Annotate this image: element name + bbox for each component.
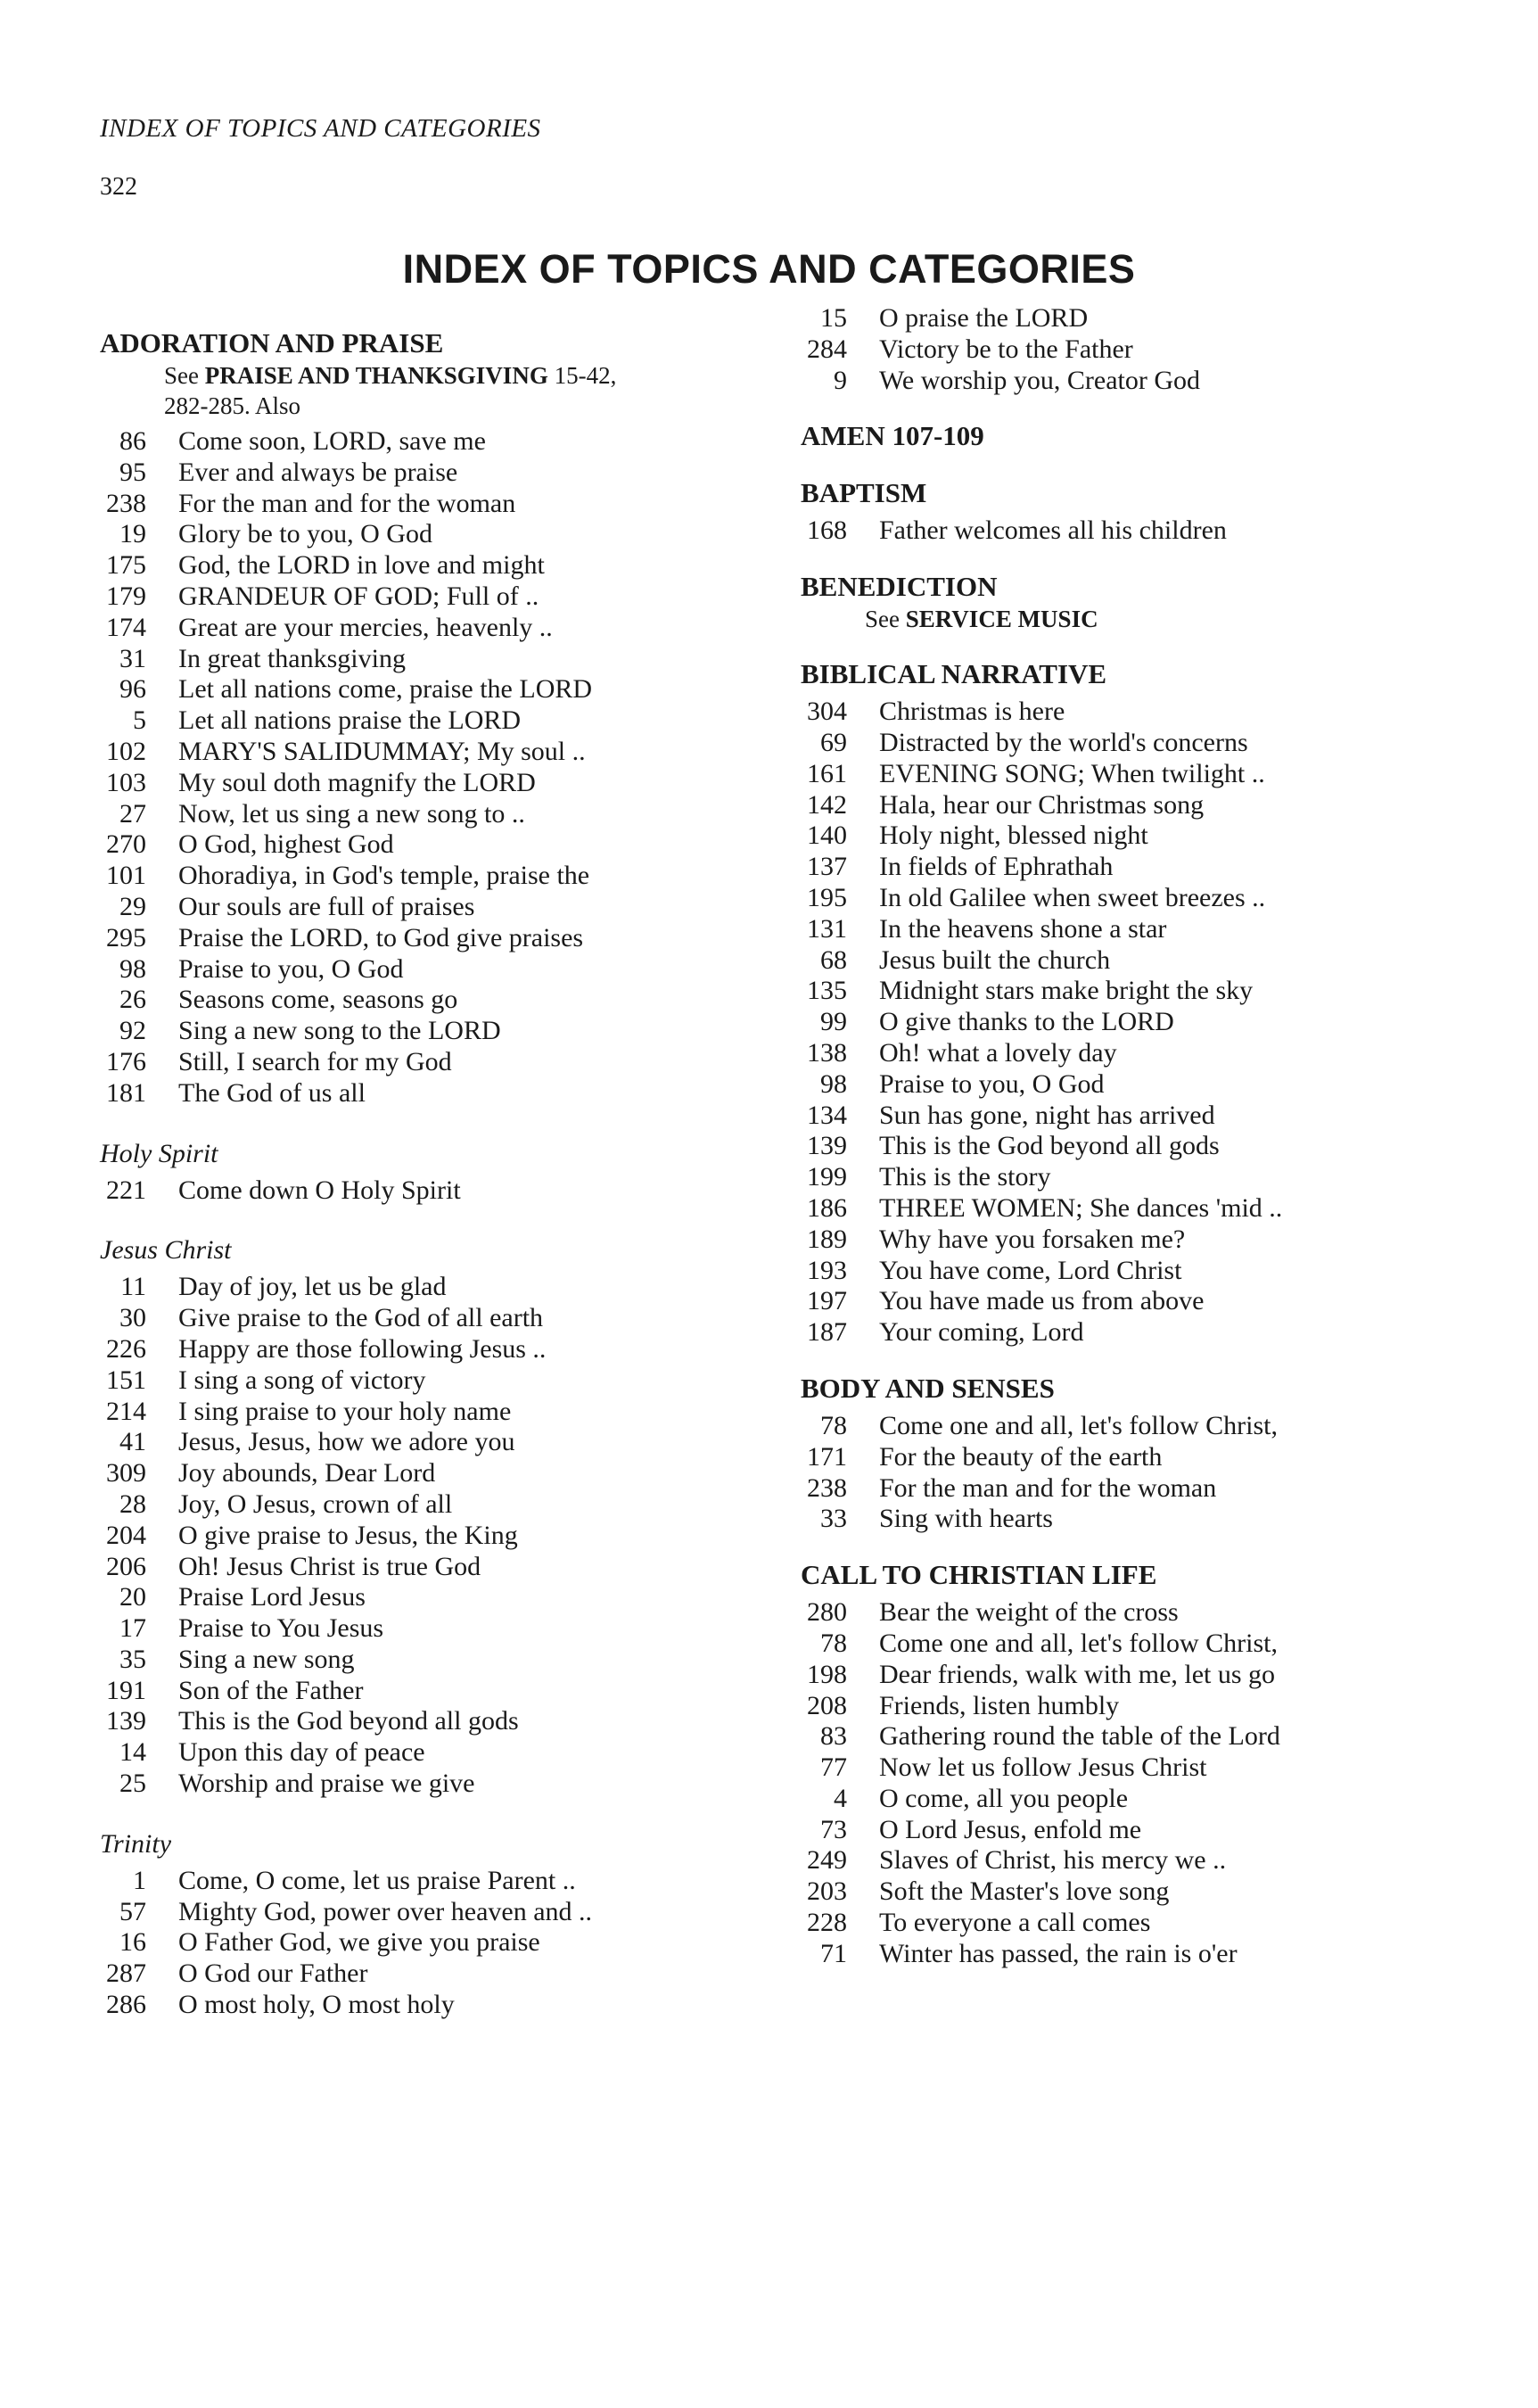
- see-also-note-cont: 282-285. Also: [164, 392, 301, 419]
- hymn-number: 11: [120, 1272, 146, 1302]
- entry-list-continued: [801, 303, 1460, 396]
- index-entry: [100, 1175, 760, 1207]
- index-entry: [801, 1411, 1460, 1442]
- hymn-title: I sing praise to your holy name: [178, 1396, 512, 1426]
- hymn-number: 197: [807, 1286, 847, 1316]
- hymn-number: 28: [119, 1489, 146, 1519]
- hymn-title: This is the story: [879, 1162, 1051, 1192]
- hymn-number: 78: [820, 1410, 847, 1440]
- hymn-title: O come, all you people: [879, 1783, 1129, 1813]
- hymn-number: 27: [119, 798, 146, 829]
- hymn-number: 98: [119, 953, 146, 984]
- hymn-number: 171: [807, 1441, 847, 1472]
- index-entry: [100, 799, 760, 830]
- index-entry: [100, 1737, 760, 1769]
- hymn-number: 83: [820, 1721, 847, 1752]
- hymn-number: 68: [820, 944, 847, 975]
- hymn-title: Hala, hear our Christmas song: [879, 789, 1205, 820]
- hymn-title: O praise the LORD: [879, 303, 1089, 333]
- hymn-title: Jesus built the church: [879, 944, 1111, 975]
- hymn-number: 99: [820, 1007, 847, 1037]
- subheading-trinity: Trinity: [100, 1828, 172, 1859]
- index-entry: [100, 705, 760, 737]
- index-entry: [100, 923, 760, 954]
- hymn-number: 174: [106, 612, 146, 642]
- index-entry: [100, 1613, 760, 1645]
- index-entry: [801, 1815, 1460, 1846]
- hymn-number: 20: [119, 1582, 146, 1612]
- hymn-number: 57: [119, 1896, 146, 1926]
- hymn-number: 1: [133, 1865, 146, 1895]
- index-entry: [100, 861, 760, 892]
- hymn-number: 19: [119, 519, 146, 549]
- hymn-title: Sing a new song to the LORD: [178, 1016, 501, 1046]
- hymn-title: Let all nations come, praise the LORD: [178, 674, 593, 705]
- index-entry: [801, 1845, 1460, 1876]
- index-entry: [100, 644, 760, 675]
- index-entry: [801, 945, 1460, 977]
- index-entry: [100, 489, 760, 520]
- hymn-number: 16: [119, 1927, 146, 1958]
- section-heading-amen: AMEN 107-109: [801, 420, 984, 452]
- hymn-title: God, the LORD in love and might: [178, 550, 545, 581]
- hymn-title: O give thanks to the LORD: [879, 1007, 1174, 1037]
- index-entry: [100, 954, 760, 985]
- hymn-number: 86: [119, 426, 146, 456]
- index-entry: [100, 1427, 760, 1458]
- hymn-title: Praise to You Jesus: [178, 1613, 384, 1644]
- index-entry: [801, 1131, 1460, 1162]
- index-entry: [100, 550, 760, 581]
- hymn-title: O God, highest God: [178, 829, 394, 860]
- hymn-number: 168: [807, 515, 847, 546]
- hymn-number: 101: [106, 861, 146, 891]
- hymn-number: 5: [133, 705, 146, 736]
- hymn-number: 9: [834, 365, 847, 395]
- hymn-title: Oh! Jesus Christ is true God: [178, 1551, 481, 1581]
- entry-list-trinity: [100, 1866, 760, 2021]
- hymn-number: 17: [119, 1613, 146, 1644]
- hymn-number: 137: [807, 852, 847, 882]
- hymn-title: Son of the Father: [178, 1675, 364, 1705]
- hymn-title: Bear the weight of the cross: [879, 1597, 1179, 1628]
- hymn-number: 29: [119, 891, 146, 921]
- index-entry: [100, 1676, 760, 1707]
- hymn-number: 309: [106, 1458, 146, 1489]
- index-entry: [100, 768, 760, 799]
- entry-list-biblical-narrative: [801, 697, 1460, 1348]
- see-label: See: [865, 606, 900, 633]
- index-entry: [100, 1078, 760, 1109]
- index-entry: [100, 1990, 760, 2021]
- see-reference: PRAISE AND THANKSGIVING: [204, 362, 548, 389]
- hymn-title: Praise Lord Jesus: [178, 1582, 366, 1612]
- hymn-number: 189: [807, 1224, 847, 1254]
- hymn-number: 195: [807, 882, 847, 912]
- hymn-title: Come soon, LORD, save me: [178, 426, 486, 456]
- index-entry: [801, 1225, 1460, 1256]
- entry-list-baptism: [801, 515, 1460, 547]
- hymn-title: In fields of Ephrathah: [879, 852, 1114, 882]
- hymn-title: Come, O come, let us praise Parent ..: [178, 1865, 576, 1895]
- hymn-number: 71: [820, 1938, 847, 1968]
- index-entry: [100, 1365, 760, 1397]
- index-entry: [801, 1317, 1460, 1348]
- hymn-number: 193: [807, 1255, 847, 1285]
- hymn-title: The God of us all: [178, 1077, 366, 1108]
- index-entry: [100, 458, 760, 489]
- hymn-title: Holy night, blessed night: [879, 821, 1148, 851]
- index-entry: [801, 1101, 1460, 1132]
- index-entry: [100, 1016, 760, 1047]
- index-entry: [801, 914, 1460, 945]
- hymn-title: GRANDEUR OF GOD; Full of ..: [178, 581, 539, 611]
- hymn-title: Your coming, Lord: [879, 1317, 1084, 1348]
- index-entry: [801, 1286, 1460, 1317]
- hymn-title: Slaves of Christ, his mercy we ..: [879, 1845, 1227, 1876]
- hymn-title: O Father God, we give you praise: [178, 1927, 540, 1958]
- index-entry: [100, 426, 760, 458]
- see-also-note: [100, 360, 760, 391]
- hymn-title: Glory be to you, O God: [178, 519, 432, 549]
- hymn-number: 221: [106, 1175, 146, 1205]
- hymn-title: Happy are those following Jesus ..: [178, 1333, 547, 1364]
- hymn-title: Sun has gone, night has arrived: [879, 1100, 1215, 1130]
- hymn-number: 179: [106, 581, 146, 611]
- hymn-title: MARY'S SALIDUMMAY; My soul ..: [178, 736, 586, 766]
- hymn-number: 14: [119, 1737, 146, 1768]
- index-entry: [100, 1897, 760, 1928]
- hymn-title: In old Galilee when sweet breezes ..: [879, 882, 1266, 912]
- index-entry: [801, 1007, 1460, 1038]
- hymn-number: 181: [106, 1077, 146, 1108]
- hymn-number: 103: [106, 767, 146, 797]
- hymn-number: 286: [106, 1990, 146, 2020]
- hymn-title: Sing with hearts: [879, 1504, 1053, 1534]
- hymn-number: 238: [106, 488, 146, 518]
- hymn-title: I sing a song of victory: [178, 1365, 426, 1395]
- hymn-number: 287: [106, 1959, 146, 1989]
- hymn-title: Come down O Holy Spirit: [178, 1175, 461, 1205]
- index-entry: [801, 1442, 1460, 1473]
- index-entry: [801, 1876, 1460, 1908]
- see-also-note: [801, 604, 1460, 634]
- hymn-title: Praise to you, O God: [879, 1068, 1105, 1099]
- hymn-title: In the heavens shone a star: [879, 913, 1167, 944]
- page-number: 322: [100, 173, 137, 201]
- hymn-title: THREE WOMEN; She dances 'mid ..: [879, 1192, 1283, 1223]
- index-entry: [801, 334, 1460, 366]
- index-entry: [100, 1927, 760, 1959]
- hymn-title: O give praise to Jesus, the King: [178, 1520, 518, 1550]
- hymn-title: Seasons come, seasons go: [178, 985, 458, 1015]
- index-entry: [100, 1521, 760, 1552]
- hymn-number: 134: [807, 1100, 847, 1130]
- index-entry: [100, 1769, 760, 1800]
- page-title: INDEX OF TOPICS AND CATEGORIES: [402, 246, 1136, 292]
- hymn-title: Praise the LORD, to God give praises: [178, 922, 584, 952]
- index-entry: [100, 1552, 760, 1583]
- index-entry: [100, 892, 760, 923]
- hymn-number: 135: [807, 976, 847, 1006]
- hymn-title: You have come, Lord Christ: [879, 1255, 1182, 1285]
- hymn-title: Now, let us sing a new song to ..: [178, 798, 525, 829]
- hymn-title: Now let us follow Jesus Christ: [879, 1752, 1207, 1783]
- hymn-title: Joy abounds, Dear Lord: [178, 1458, 436, 1489]
- index-entry: [801, 515, 1460, 547]
- hymn-title: Victory be to the Father: [879, 334, 1133, 364]
- see-range: 15-42,: [554, 362, 617, 389]
- index-entry: [100, 737, 760, 768]
- hymn-number: 26: [119, 985, 146, 1015]
- hymn-number: 214: [106, 1396, 146, 1426]
- hymn-number: 187: [807, 1317, 847, 1348]
- hymn-number: 140: [807, 821, 847, 851]
- index-entry: [801, 1193, 1460, 1225]
- hymn-number: 280: [807, 1597, 847, 1628]
- hymn-title: O God our Father: [178, 1959, 368, 1989]
- hymn-number: 198: [807, 1659, 847, 1689]
- hymn-title: Our souls are full of praises: [178, 891, 475, 921]
- hymn-number: 25: [119, 1769, 146, 1799]
- hymn-title: Oh! what a lovely day: [879, 1037, 1117, 1068]
- index-entry: [100, 1334, 760, 1365]
- hymn-number: 142: [807, 789, 847, 820]
- hymn-number: 41: [119, 1427, 146, 1457]
- hymn-title: Great are your mercies, heavenly ..: [178, 612, 553, 642]
- hymn-number: 4: [834, 1783, 847, 1813]
- index-entry: [801, 1473, 1460, 1505]
- index-entry: [100, 674, 760, 705]
- hymn-title: Praise to you, O God: [178, 953, 404, 984]
- hymn-number: 92: [119, 1016, 146, 1046]
- index-entry: [801, 1721, 1460, 1752]
- hymn-title: In great thanksgiving: [178, 643, 406, 673]
- index-entry: [801, 1504, 1460, 1535]
- hymn-title: Friends, listen humbly: [879, 1690, 1120, 1720]
- subheading-holy-spirit: Holy Spirit: [100, 1138, 218, 1168]
- hymn-title: O most holy, O most holy: [178, 1990, 455, 2020]
- index-entry: [801, 1038, 1460, 1069]
- hymn-title: This is the God beyond all gods: [178, 1706, 519, 1736]
- index-entry: [801, 1908, 1460, 1939]
- entry-list-body-and-senses: [801, 1411, 1460, 1535]
- hymn-number: 161: [807, 758, 847, 788]
- index-entry: [801, 883, 1460, 914]
- hymn-title: Soft the Master's love song: [879, 1876, 1170, 1907]
- left-column: [100, 303, 760, 2021]
- hymn-title: For the man and for the woman: [879, 1472, 1217, 1503]
- hymn-number: 226: [106, 1333, 146, 1364]
- hymn-title: Father welcomes all his children: [879, 515, 1227, 546]
- index-entry: [100, 1047, 760, 1078]
- hymn-title: EVENING SONG; When twilight ..: [879, 758, 1265, 788]
- hymn-title: Give praise to the God of all earth: [178, 1303, 544, 1333]
- hymn-number: 270: [106, 829, 146, 860]
- index-entry: [100, 1397, 760, 1428]
- hymn-number: 15: [820, 303, 847, 333]
- index-entry: [801, 1691, 1460, 1722]
- hymn-number: 199: [807, 1162, 847, 1192]
- index-entry: [100, 1959, 760, 1990]
- hymn-number: 295: [106, 922, 146, 952]
- index-entry: [801, 1752, 1460, 1784]
- hymn-title: Still, I search for my God: [178, 1046, 452, 1076]
- running-head: INDEX OF TOPICS AND CATEGORIES: [100, 114, 541, 143]
- section-heading-body-and-senses: BODY AND SENSES: [801, 1372, 1055, 1404]
- hymn-number: 95: [119, 457, 146, 487]
- hymn-number: 186: [807, 1192, 847, 1223]
- index-entry: [801, 1597, 1460, 1629]
- index-entry: [100, 1303, 760, 1334]
- index-entry: [100, 581, 760, 613]
- index-entry: [100, 829, 760, 861]
- hymn-number: 284: [807, 334, 847, 364]
- index-entry: [801, 790, 1460, 821]
- index-entry: [100, 1582, 760, 1613]
- hymn-title: Distracted by the world's concerns: [879, 727, 1248, 757]
- right-column: [801, 303, 1460, 1970]
- hymn-number: 139: [106, 1706, 146, 1736]
- hymn-number: 206: [106, 1551, 146, 1581]
- hymn-number: 208: [807, 1690, 847, 1720]
- hymn-title: Upon this day of peace: [178, 1737, 425, 1768]
- entry-list-adoration: [100, 426, 760, 1109]
- hymn-title: Ever and always be praise: [178, 457, 458, 487]
- entry-list-jesus-christ: [100, 1272, 760, 1800]
- index-entry: [801, 1069, 1460, 1101]
- index-entry: [801, 728, 1460, 759]
- hymn-number: 96: [119, 674, 146, 705]
- index-entry: [801, 1629, 1460, 1660]
- section-heading-benediction: BENEDICTION: [801, 571, 998, 603]
- index-entry: [801, 1162, 1460, 1193]
- index-entry: [801, 976, 1460, 1007]
- hymn-title: We worship you, Creator God: [879, 365, 1201, 395]
- hymn-title: Why have you forsaken me?: [879, 1224, 1186, 1254]
- section-heading-baptism: BAPTISM: [801, 477, 927, 509]
- hymn-title: To everyone a call comes: [879, 1908, 1151, 1938]
- index-entry: [801, 1256, 1460, 1287]
- hymn-title: You have made us from above: [879, 1286, 1205, 1316]
- index-entry: [100, 1866, 760, 1897]
- index-entry: [100, 519, 760, 550]
- hymn-number: 249: [807, 1845, 847, 1876]
- hymn-number: 238: [807, 1472, 847, 1503]
- hymn-title: Sing a new song: [178, 1644, 355, 1674]
- hymn-number: 78: [820, 1628, 847, 1658]
- hymn-number: 69: [820, 727, 847, 757]
- hymn-title: Christmas is here: [879, 697, 1065, 727]
- hymn-number: 77: [820, 1752, 847, 1783]
- section-heading-biblical-narrative: BIBLICAL NARRATIVE: [801, 658, 1107, 690]
- index-entry: [100, 985, 760, 1016]
- section-heading-adoration: ADORATION AND PRAISE: [100, 327, 444, 359]
- hymn-number: 191: [106, 1675, 146, 1705]
- hymn-title: My soul doth magnify the LORD: [178, 767, 536, 797]
- index-entry: [801, 821, 1460, 852]
- hymn-number: 131: [807, 913, 847, 944]
- index-entry: [100, 1645, 760, 1676]
- see-reference: SERVICE MUSIC: [905, 606, 1098, 633]
- index-entry: [801, 697, 1460, 728]
- entry-list-call-to-christian-life: [801, 1597, 1460, 1970]
- hymn-title: For the man and for the woman: [178, 488, 516, 518]
- hymn-number: 102: [106, 736, 146, 766]
- hymn-title: Jesus, Jesus, how we adore you: [178, 1427, 515, 1457]
- hymn-number: 73: [820, 1814, 847, 1844]
- index-entry: [801, 1939, 1460, 1970]
- hymn-title: This is the God beyond all gods: [879, 1131, 1220, 1161]
- hymn-title: O Lord Jesus, enfold me: [879, 1814, 1142, 1844]
- hymn-number: 204: [106, 1520, 146, 1550]
- hymn-number: 139: [807, 1131, 847, 1161]
- hymn-title: Come one and all, let's follow Christ,: [879, 1410, 1279, 1440]
- index-entry: [801, 759, 1460, 790]
- hymn-title: Joy, O Jesus, crown of all: [178, 1489, 453, 1519]
- hymn-number: 151: [106, 1365, 146, 1395]
- index-entry: [801, 1660, 1460, 1691]
- hymn-title: Mighty God, power over heaven and ..: [178, 1896, 593, 1926]
- hymn-title: Gathering round the table of the Lord: [879, 1721, 1280, 1752]
- hymn-number: 30: [119, 1303, 146, 1333]
- hymn-number: 304: [807, 697, 847, 727]
- hymn-title: Let all nations praise the LORD: [178, 705, 522, 736]
- index-entry: [100, 1458, 760, 1489]
- index-entry: [100, 1489, 760, 1521]
- index-entry: [100, 1272, 760, 1303]
- hymn-title: Midnight stars make bright the sky: [879, 976, 1254, 1006]
- hymn-number: 98: [820, 1068, 847, 1099]
- hymn-number: 175: [106, 550, 146, 581]
- index-entry: [100, 613, 760, 644]
- index-entry: [801, 303, 1460, 334]
- index-entry: [801, 366, 1460, 397]
- see-label: See: [164, 362, 199, 389]
- hymn-title: For the beauty of the earth: [879, 1441, 1163, 1472]
- hymn-number: 138: [807, 1037, 847, 1068]
- hymn-number: 228: [807, 1908, 847, 1938]
- index-entry: [801, 1784, 1460, 1815]
- subheading-jesus-christ: Jesus Christ: [100, 1235, 232, 1266]
- hymn-number: 203: [807, 1876, 847, 1907]
- entry-list-holy-spirit: [100, 1175, 760, 1207]
- index-entry: [100, 1706, 760, 1737]
- hymn-number: 176: [106, 1046, 146, 1076]
- hymn-number: 35: [119, 1644, 146, 1674]
- hymn-title: Worship and praise we give: [178, 1769, 475, 1799]
- hymn-number: 33: [820, 1504, 847, 1534]
- hymn-title: Dear friends, walk with me, let us go: [879, 1659, 1276, 1689]
- hymn-title: Day of joy, let us be glad: [178, 1272, 447, 1302]
- hymn-title: Ohoradiya, in God's temple, praise the: [178, 861, 590, 891]
- hymn-number: 31: [119, 643, 146, 673]
- hymn-title: Winter has passed, the rain is o'er: [879, 1938, 1238, 1968]
- index-entry: [801, 852, 1460, 883]
- hymn-title: Come one and all, let's follow Christ,: [879, 1628, 1279, 1658]
- section-heading-call-to-christian-life: CALL TO CHRISTIAN LIFE: [801, 1559, 1157, 1591]
